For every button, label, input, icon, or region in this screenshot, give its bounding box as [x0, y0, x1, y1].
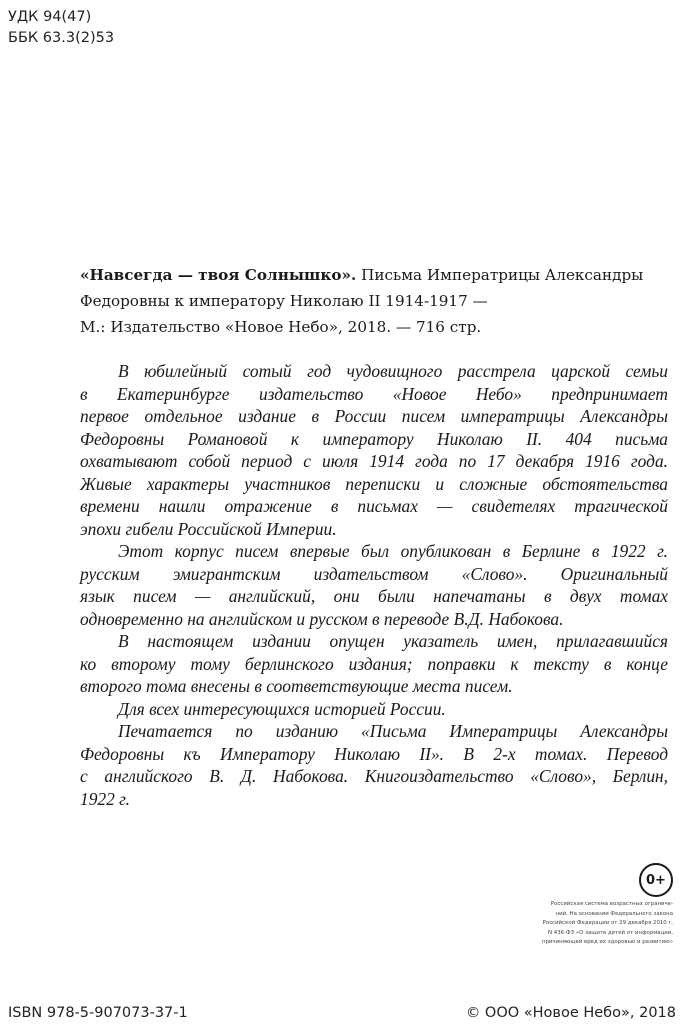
annotation-line: В настоящем издании опущен указатель имен, прилагавшийся: [118, 631, 668, 651]
bibliographic-record: [80, 262, 644, 340]
bbk-code: ББК 63.3(2)53: [8, 30, 115, 46]
annotation-line: Федоровны Романовой к императору Николаю II. 404 письма: [80, 428, 668, 449]
annotation-line: одновременно на английском и русском в переводе В.Д. Набокова.: [80, 608, 564, 629]
annotation: [80, 360, 668, 810]
biblio-line-2: Федоровны к императору Николаю II 1914-1917 —: [80, 292, 488, 310]
udk-code: УДК 94(47): [8, 9, 92, 25]
annotation-line: ко второму тому берлинского издания; поправки к тексту в конце: [80, 653, 668, 674]
annotation-line: русским эмигрантским издательством «Слово». Оригинальный: [80, 563, 668, 584]
biblio-line-1: [80, 262, 644, 288]
age-note-line: N 436-ФЗ «О защите детей от информации,: [548, 929, 673, 936]
annotation-line: второго тома внесены в соответствующие места писем.: [80, 676, 513, 696]
annotation-line: Печатается по изданию «Письма Императрицы Александры: [118, 721, 668, 741]
age-note-line: причиняющей вред их здоровью и развитию»: [541, 939, 673, 946]
biblio-line-3: М.: Издательство «Новое Небо», 2018. — 716 стр.: [80, 318, 482, 336]
annotation-line: Этот корпус писем впервые был опубликован в Берлине в 1922 г.: [118, 541, 668, 561]
copyright-notice: © ООО «Новое Небо», 2018: [465, 1005, 676, 1021]
annotation-line: охватывают собой период с июля 1914 года по 17 декабря 1916 года.: [80, 451, 668, 471]
book-subtitle: Письма Императрицы Александры: [356, 266, 644, 284]
annotation-line: Живые характеры участников переписки и сложные обстоятельства: [80, 473, 668, 494]
annotation-line: с английского В. Д. Набокова. Книгоиздательство «Слово», Берлин,: [80, 766, 668, 786]
age-note-line: Российская система возрастных ограниче-: [550, 901, 673, 907]
age-note-line: Российской Федерации от 29 декабря 2010 г.: [542, 920, 673, 927]
annotation-line: первое отдельное издание в России писем императрицы Александры: [80, 406, 668, 426]
annotation-line: Для всех интересующихся историей России.: [118, 698, 446, 719]
book-title: «Навсегда — твоя Солнышко».: [80, 266, 357, 284]
classification-codes: [8, 7, 114, 49]
age-rating-note: [525, 900, 673, 948]
age-rating-badge: 0+: [639, 863, 673, 897]
annotation-line: в Екатеринбурге издательство «Новое Небо» предпринимает: [80, 383, 668, 404]
annotation-line: язык писем — английский, они были напечатаны в двух томах: [80, 586, 668, 606]
annotation-line: эпохи гибели Российской Империи.: [80, 518, 337, 539]
isbn: ISBN 978-5-907073-37-1: [8, 1005, 188, 1021]
annotation-line: Федоровны къ Императору Николаю II». В 2-х томах. Перевод: [80, 743, 668, 764]
annotation-line: 1922 г.: [80, 788, 131, 809]
age-note-line: ний. На основании Федерального закона: [555, 910, 673, 917]
annotation-line: времени нашли отражение в письмах — свидетелях трагической: [80, 496, 668, 516]
annotation-line: В юбилейный сотый год чудовищного расстрела царской семьи: [118, 361, 668, 381]
